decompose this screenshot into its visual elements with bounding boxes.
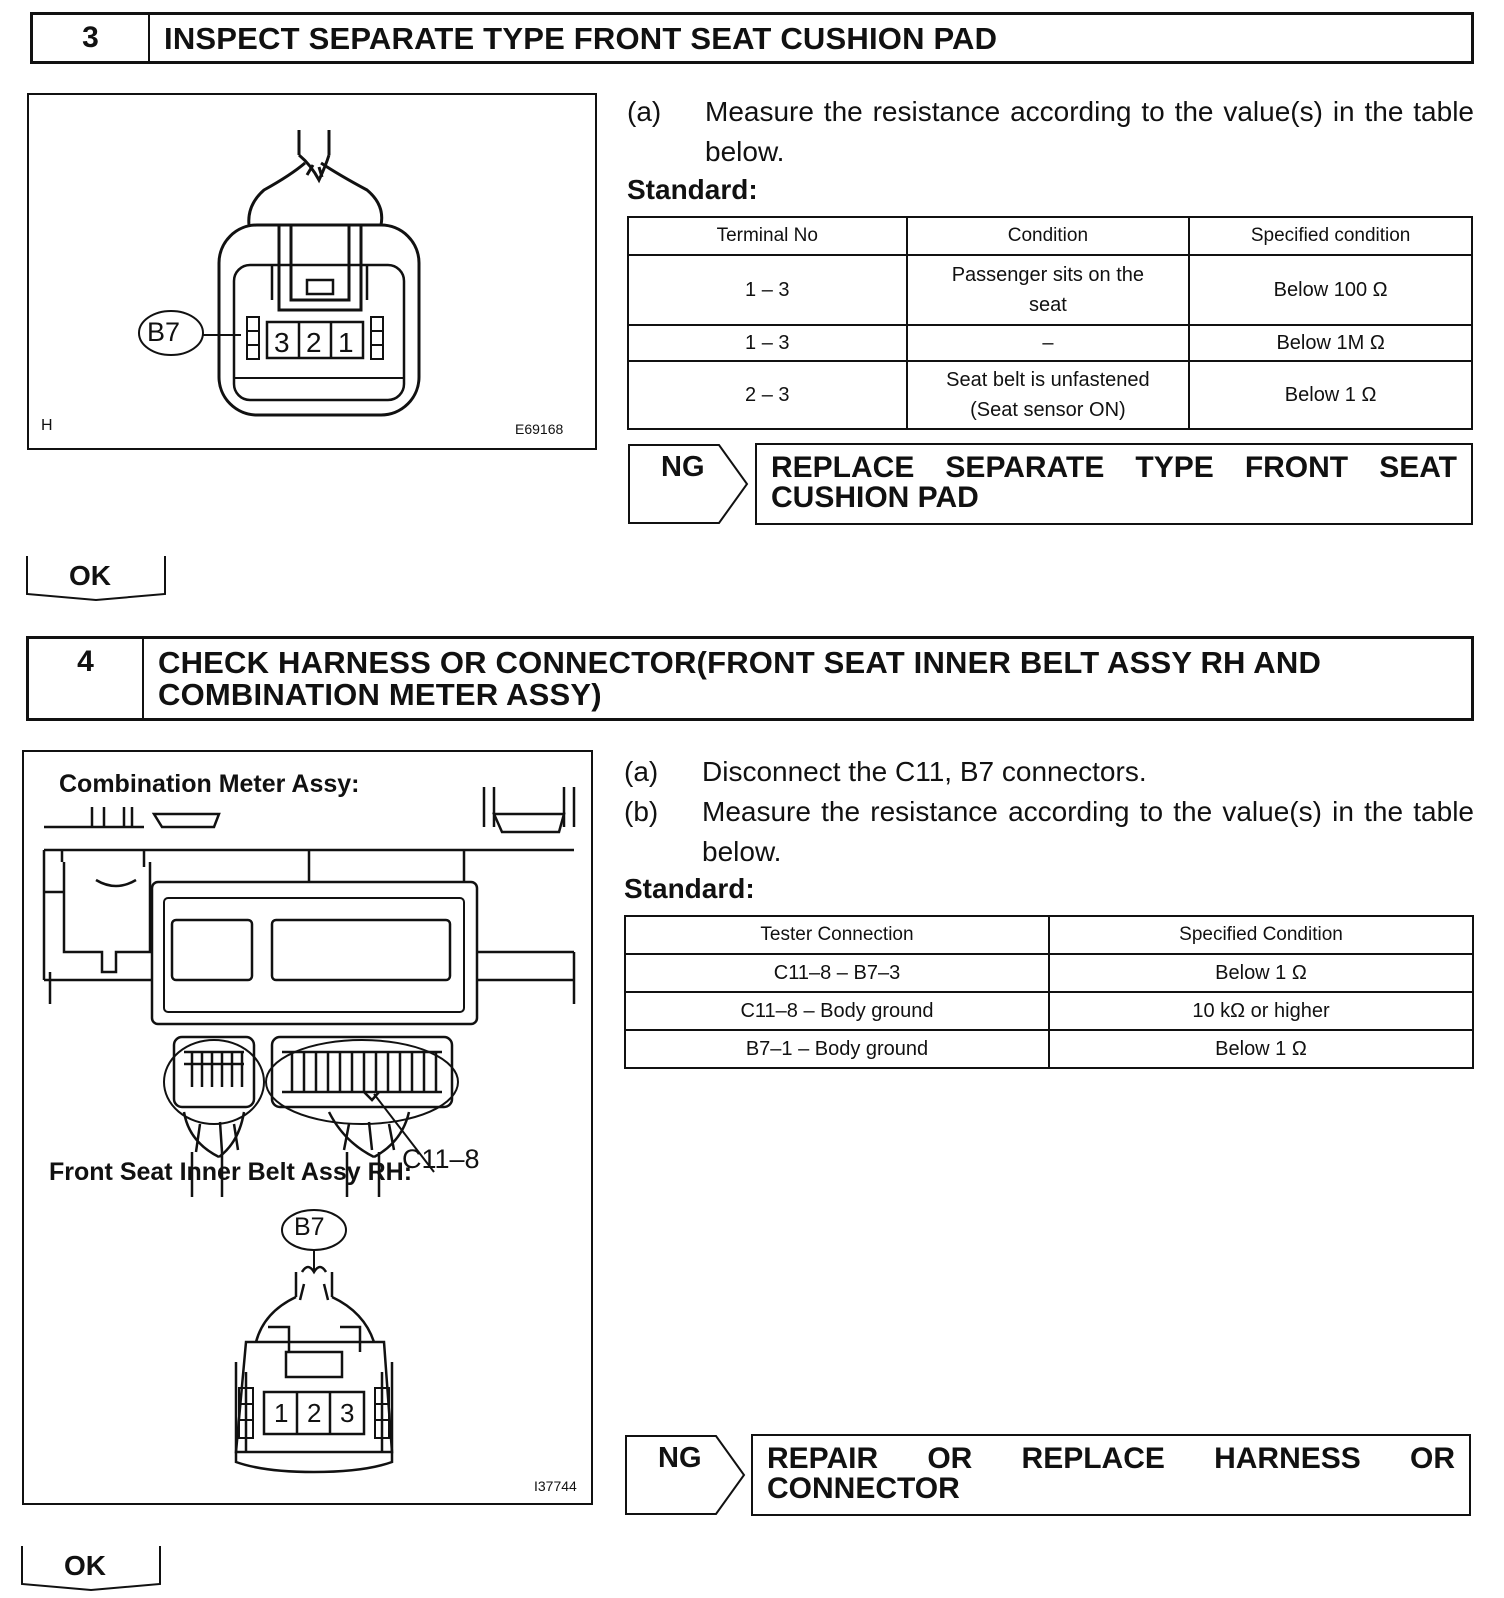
combination-meter-figure [22, 750, 593, 1505]
standard-label: Standard: [624, 873, 755, 904]
table-header-row [628, 217, 1472, 255]
ng-word: OR [1410, 1442, 1455, 1475]
table-row [628, 255, 1472, 325]
pin-2: 2 [306, 327, 322, 358]
ng-word: SEPARATE [945, 451, 1105, 484]
pin-3: 3 [274, 327, 290, 358]
table-row [625, 992, 1473, 1030]
ng-action-box [755, 443, 1473, 525]
step-title: INSPECT SEPARATE TYPE FRONT SEAT CUSHION PAD [164, 21, 998, 56]
condition-line: seat [1028, 294, 1067, 316]
ok-tab [20, 1544, 162, 1592]
spec-cell: 10 kΩ or higher [1049, 992, 1473, 1030]
connection-cell: B7–1 – Body ground [625, 1030, 1049, 1068]
ok-label: OK [69, 560, 111, 591]
front-seat-belt-label: Front Seat Inner Belt Assy RH: [49, 1158, 413, 1186]
condition-cell [907, 361, 1190, 429]
terminal-cell: 2 – 3 [628, 361, 907, 429]
b7-connector-illustration [29, 95, 595, 448]
ng-word: FRONT [1244, 451, 1349, 484]
figure-code: I37744 [534, 1478, 577, 1494]
instruction-a [627, 92, 1474, 172]
instruction-b [624, 792, 1474, 872]
standard-label: Standard: [627, 174, 758, 205]
pin-3: 3 [340, 1398, 355, 1428]
condition-cell: – [907, 325, 1190, 361]
spec-cell: Below 100 Ω [1189, 255, 1472, 325]
figure-code: E69168 [515, 421, 564, 437]
ok-tab [25, 554, 167, 602]
step-4-header [26, 636, 1474, 721]
header-spec: Specified condition [1189, 217, 1472, 255]
ng-word: OR [927, 1442, 973, 1475]
connector-b7-figure [27, 93, 597, 450]
table-row [628, 361, 1472, 429]
ng-action-line-2: CONNECTOR [767, 1472, 960, 1505]
instruction-marker: (b) [624, 796, 659, 827]
ng-word: SEAT [1379, 451, 1457, 484]
instruction-marker: (a) [624, 756, 659, 787]
terminal-resistance-table [627, 216, 1473, 430]
step-3-header [30, 12, 1474, 64]
pin-1: 1 [274, 1398, 289, 1428]
table-row [628, 325, 1472, 361]
pin-1: 1 [338, 327, 354, 358]
instruction-text: Disconnect the C11, B7 connectors. [702, 756, 1147, 787]
ng-action-line-1 [767, 1444, 1455, 1474]
terminal-cell: 1 – 3 [628, 255, 907, 325]
table-row [625, 1030, 1473, 1068]
header-terminal: Terminal No [628, 217, 907, 255]
terminal-cell: 1 – 3 [628, 325, 907, 361]
header-condition: Condition [907, 217, 1190, 255]
ng-action-line-2: CUSHION PAD [771, 481, 979, 514]
table-row [625, 954, 1473, 992]
spec-cell: Below 1 Ω [1049, 1030, 1473, 1068]
c11-8-callout: C11–8 [402, 1144, 480, 1174]
condition-line: Seat belt is unfastened [946, 369, 1150, 391]
ng-word: REPLACE [771, 451, 915, 484]
ng-action-box [751, 1434, 1471, 1516]
step-number: 4 [29, 639, 144, 718]
spec-cell: Below 1 Ω [1049, 954, 1473, 992]
header-connection: Tester Connection [625, 916, 1049, 954]
ng-action-line-1 [771, 453, 1457, 483]
pin-2: 2 [307, 1398, 322, 1428]
ng-word: REPAIR [767, 1442, 879, 1475]
step-number: 3 [33, 15, 150, 61]
b7-label: B7 [294, 1213, 325, 1241]
condition-cell [907, 255, 1190, 325]
ng-label: NG [661, 451, 705, 483]
ng-word: TYPE [1135, 451, 1214, 484]
instruction-marker: (a) [627, 96, 662, 127]
b7-label: B7 [147, 317, 181, 347]
ng-word: REPLACE [1021, 1442, 1165, 1475]
step-title [144, 639, 1333, 718]
ok-label: OK [64, 1550, 106, 1581]
step-title-line: COMBINATION METER ASSY) [158, 677, 602, 712]
combination-meter-label: Combination Meter Assy: [59, 770, 360, 798]
table-header-row [625, 916, 1473, 954]
harness-connector-illustration [24, 752, 591, 1503]
ng-arrow [627, 443, 751, 525]
connection-cell: C11–8 – B7–3 [625, 954, 1049, 992]
corner-mark: H [41, 417, 53, 434]
spec-cell: Below 1M Ω [1189, 325, 1472, 361]
header-spec: Specified Condition [1049, 916, 1473, 954]
instruction-text: Measure the resistance according to the value(s) in the table below. [705, 96, 1474, 167]
condition-line: (Seat sensor ON) [970, 399, 1126, 421]
instruction-text: Measure the resistance according to the value(s) in the table below. [702, 796, 1474, 867]
connection-cell: C11–8 – Body ground [625, 992, 1049, 1030]
step-title-line: CHECK HARNESS OR CONNECTOR(FRONT SEAT INNER BELT ASSY RH AND [158, 645, 1322, 680]
tester-connection-table [624, 915, 1474, 1069]
condition-line: Passenger sits on the [951, 264, 1145, 286]
instruction-a [624, 752, 1474, 792]
ng-label: NG [658, 1442, 702, 1474]
ng-word: HARNESS [1214, 1442, 1361, 1475]
spec-cell: Below 1 Ω [1189, 361, 1472, 429]
ng-arrow [624, 1434, 748, 1516]
